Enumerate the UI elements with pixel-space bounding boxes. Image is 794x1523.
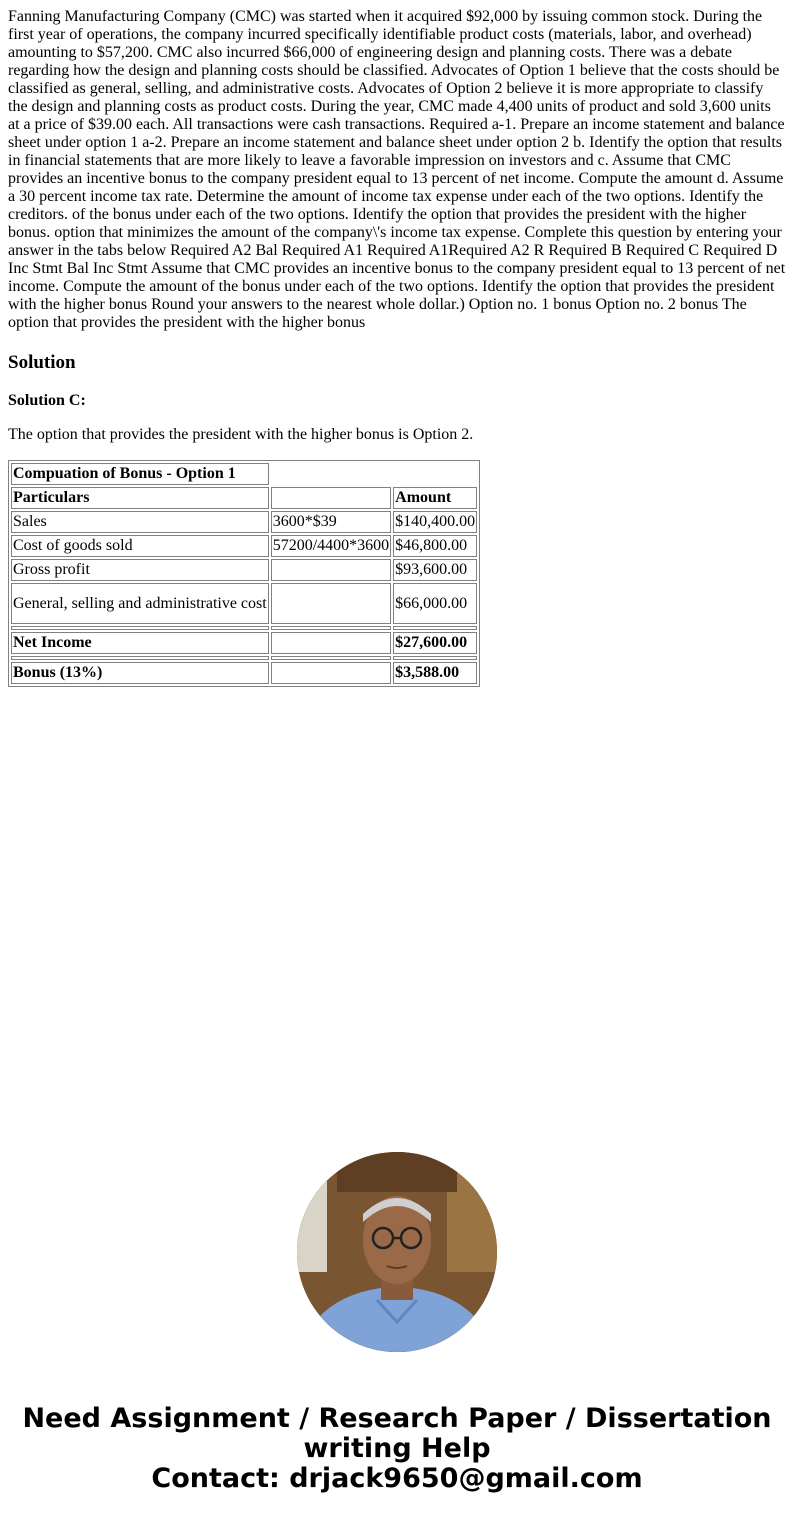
table-separator-row	[11, 626, 477, 630]
table-row	[11, 535, 477, 557]
header-particulars: Particulars	[11, 487, 269, 509]
row-particulars: Gross profit	[11, 559, 269, 581]
solution-subheading: Solution C:	[8, 392, 86, 409]
row-calc: 57200/4400*3600	[271, 535, 391, 557]
solution-heading: Solution	[8, 352, 76, 373]
question-text: Fanning Manufacturing Company (CMC) was started when it acquired $92,000 by issuing common stock. During the first year of operations, the company incurred specifically identifiable product costs (materials, labor, and overhead) amounting to $57,200. CMC also incurred $66,000 of engineering design and planning costs. There was a debate regarding how the design and planning costs should be classified. Advocates of Option 1 believe that the costs should be classified as general, selling, and administrative costs. Advocates of Option 2 believe it is more appropriate to classify the design and planning costs as product costs. During the year, CMC made 4,400 units of product and sold 3,600 units at a price of $39.00 each. All transactions were cash transactions. Required a-1. Prepare an income statement and balance sheet under option 1 a-2. Prepare an income statement and balance sheet under option 2 b. Identify the option that results in financial statements that are more likely to leave a favorable impression on investors and c. Assume that CMC provides an incentive bonus to the company president equal to 13 percent of net income. Compute the amount d. Assume a 30 percent income tax rate. Determine the amount of income tax expense under each of the two options. Identify the creditors. of the bonus under each of the two options. Identify the option that provides the president with the higher bonus. option that minimizes the amount of the company\'s income tax expense. Complete this question by entering your answer in the tabs below Required A2 Bal Required A1 Required A1Required A2 R Required B Required C Required D Inc Stmt Bal Inc Stmt Assume that CMC provides an incentive bonus to the company president equal to 13 percent of net income. Compute the amount of the bonus under each of the two options. Identify the option that provides the president with the higher bonus Round your answers to the nearest whole dollar.) Option no. 1 bonus Option no. 2 bonus The option that provides the president with the higher bonus	[8, 8, 786, 331]
row-amount: $3,588.00	[393, 662, 477, 684]
table-row	[11, 511, 477, 533]
row-particulars: General, selling and administrative cost	[11, 583, 269, 624]
header-amount: Amount	[393, 487, 477, 509]
row-particulars: Sales	[11, 511, 269, 533]
table-separator-row	[11, 656, 477, 660]
table-row	[11, 559, 477, 581]
row-calc: 3600*$39	[271, 511, 391, 533]
row-particulars: Net Income	[11, 632, 269, 654]
separator-cell	[271, 656, 391, 660]
table-header-row	[11, 487, 477, 509]
table-title: Compuation of Bonus - Option 1	[11, 463, 269, 485]
row-amount: $140,400.00	[393, 511, 477, 533]
row-calc	[271, 662, 391, 684]
separator-cell	[393, 656, 477, 660]
separator-cell	[11, 626, 269, 630]
row-particulars: Bonus (13%)	[11, 662, 269, 684]
table-row	[11, 632, 477, 654]
answer-text: The option that provides the president with the higher bonus is Option 2.	[8, 426, 474, 443]
table-title-filler	[271, 463, 477, 485]
row-amount: $93,600.00	[393, 559, 477, 581]
row-amount: $46,800.00	[393, 535, 477, 557]
row-calc	[271, 632, 391, 654]
promo-section	[0, 1152, 794, 1494]
row-calc	[271, 583, 391, 624]
separator-cell	[11, 656, 269, 660]
header-calc	[271, 487, 391, 509]
row-amount: $66,000.00	[393, 583, 477, 624]
document-content	[0, 0, 794, 687]
table-row	[11, 583, 477, 624]
separator-cell	[393, 626, 477, 630]
promo-line-1: Need Assignment / Research Paper / Dissertation	[22, 1403, 772, 1434]
promo-line-2: writing Help	[303, 1433, 491, 1464]
table-row	[11, 662, 477, 684]
promo-text	[0, 1404, 794, 1494]
table-title-row	[11, 463, 477, 485]
author-avatar	[297, 1152, 497, 1352]
separator-cell	[271, 626, 391, 630]
avatar-portrait-icon	[297, 1152, 497, 1352]
row-particulars: Cost of goods sold	[11, 535, 269, 557]
row-calc	[271, 559, 391, 581]
bonus-computation-table	[8, 460, 480, 687]
row-amount: $27,600.00	[393, 632, 477, 654]
promo-contact: Contact: drjack9650@gmail.com	[151, 1463, 643, 1494]
